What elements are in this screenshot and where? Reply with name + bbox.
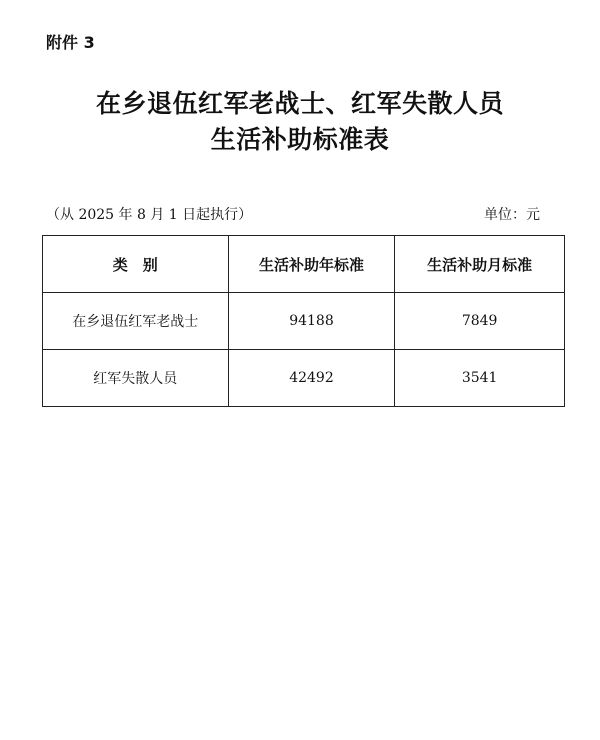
header-annual-standard: 生活补助年标准: [228, 236, 395, 293]
table-row: [43, 350, 565, 407]
row-annual-value: 42492: [228, 350, 395, 407]
subsidy-standard-table: [42, 235, 565, 407]
effective-date-note: （从 2025 年 8 月 1 日起执行）: [46, 207, 253, 223]
table-header-row: [43, 236, 565, 293]
title-line-2: 生活补助标准表: [210, 125, 390, 154]
title-line-1: 在乡退伍红军老战士、红军失散人员: [95, 89, 504, 118]
header-monthly-standard: 生活补助月标准: [395, 236, 565, 293]
table-row: [43, 293, 565, 350]
row-monthly-value: 3541: [395, 350, 565, 407]
annex-label: 附件 3: [46, 33, 95, 52]
unit-note: 单位：元: [484, 207, 540, 223]
header-category: 类 别: [43, 236, 229, 293]
row-category: 红军失散人员: [43, 350, 229, 407]
document-title: [0, 86, 600, 158]
row-monthly-value: 7849: [395, 293, 565, 350]
row-category: 在乡退伍红军老战士: [43, 293, 229, 350]
row-annual-value: 94188: [228, 293, 395, 350]
